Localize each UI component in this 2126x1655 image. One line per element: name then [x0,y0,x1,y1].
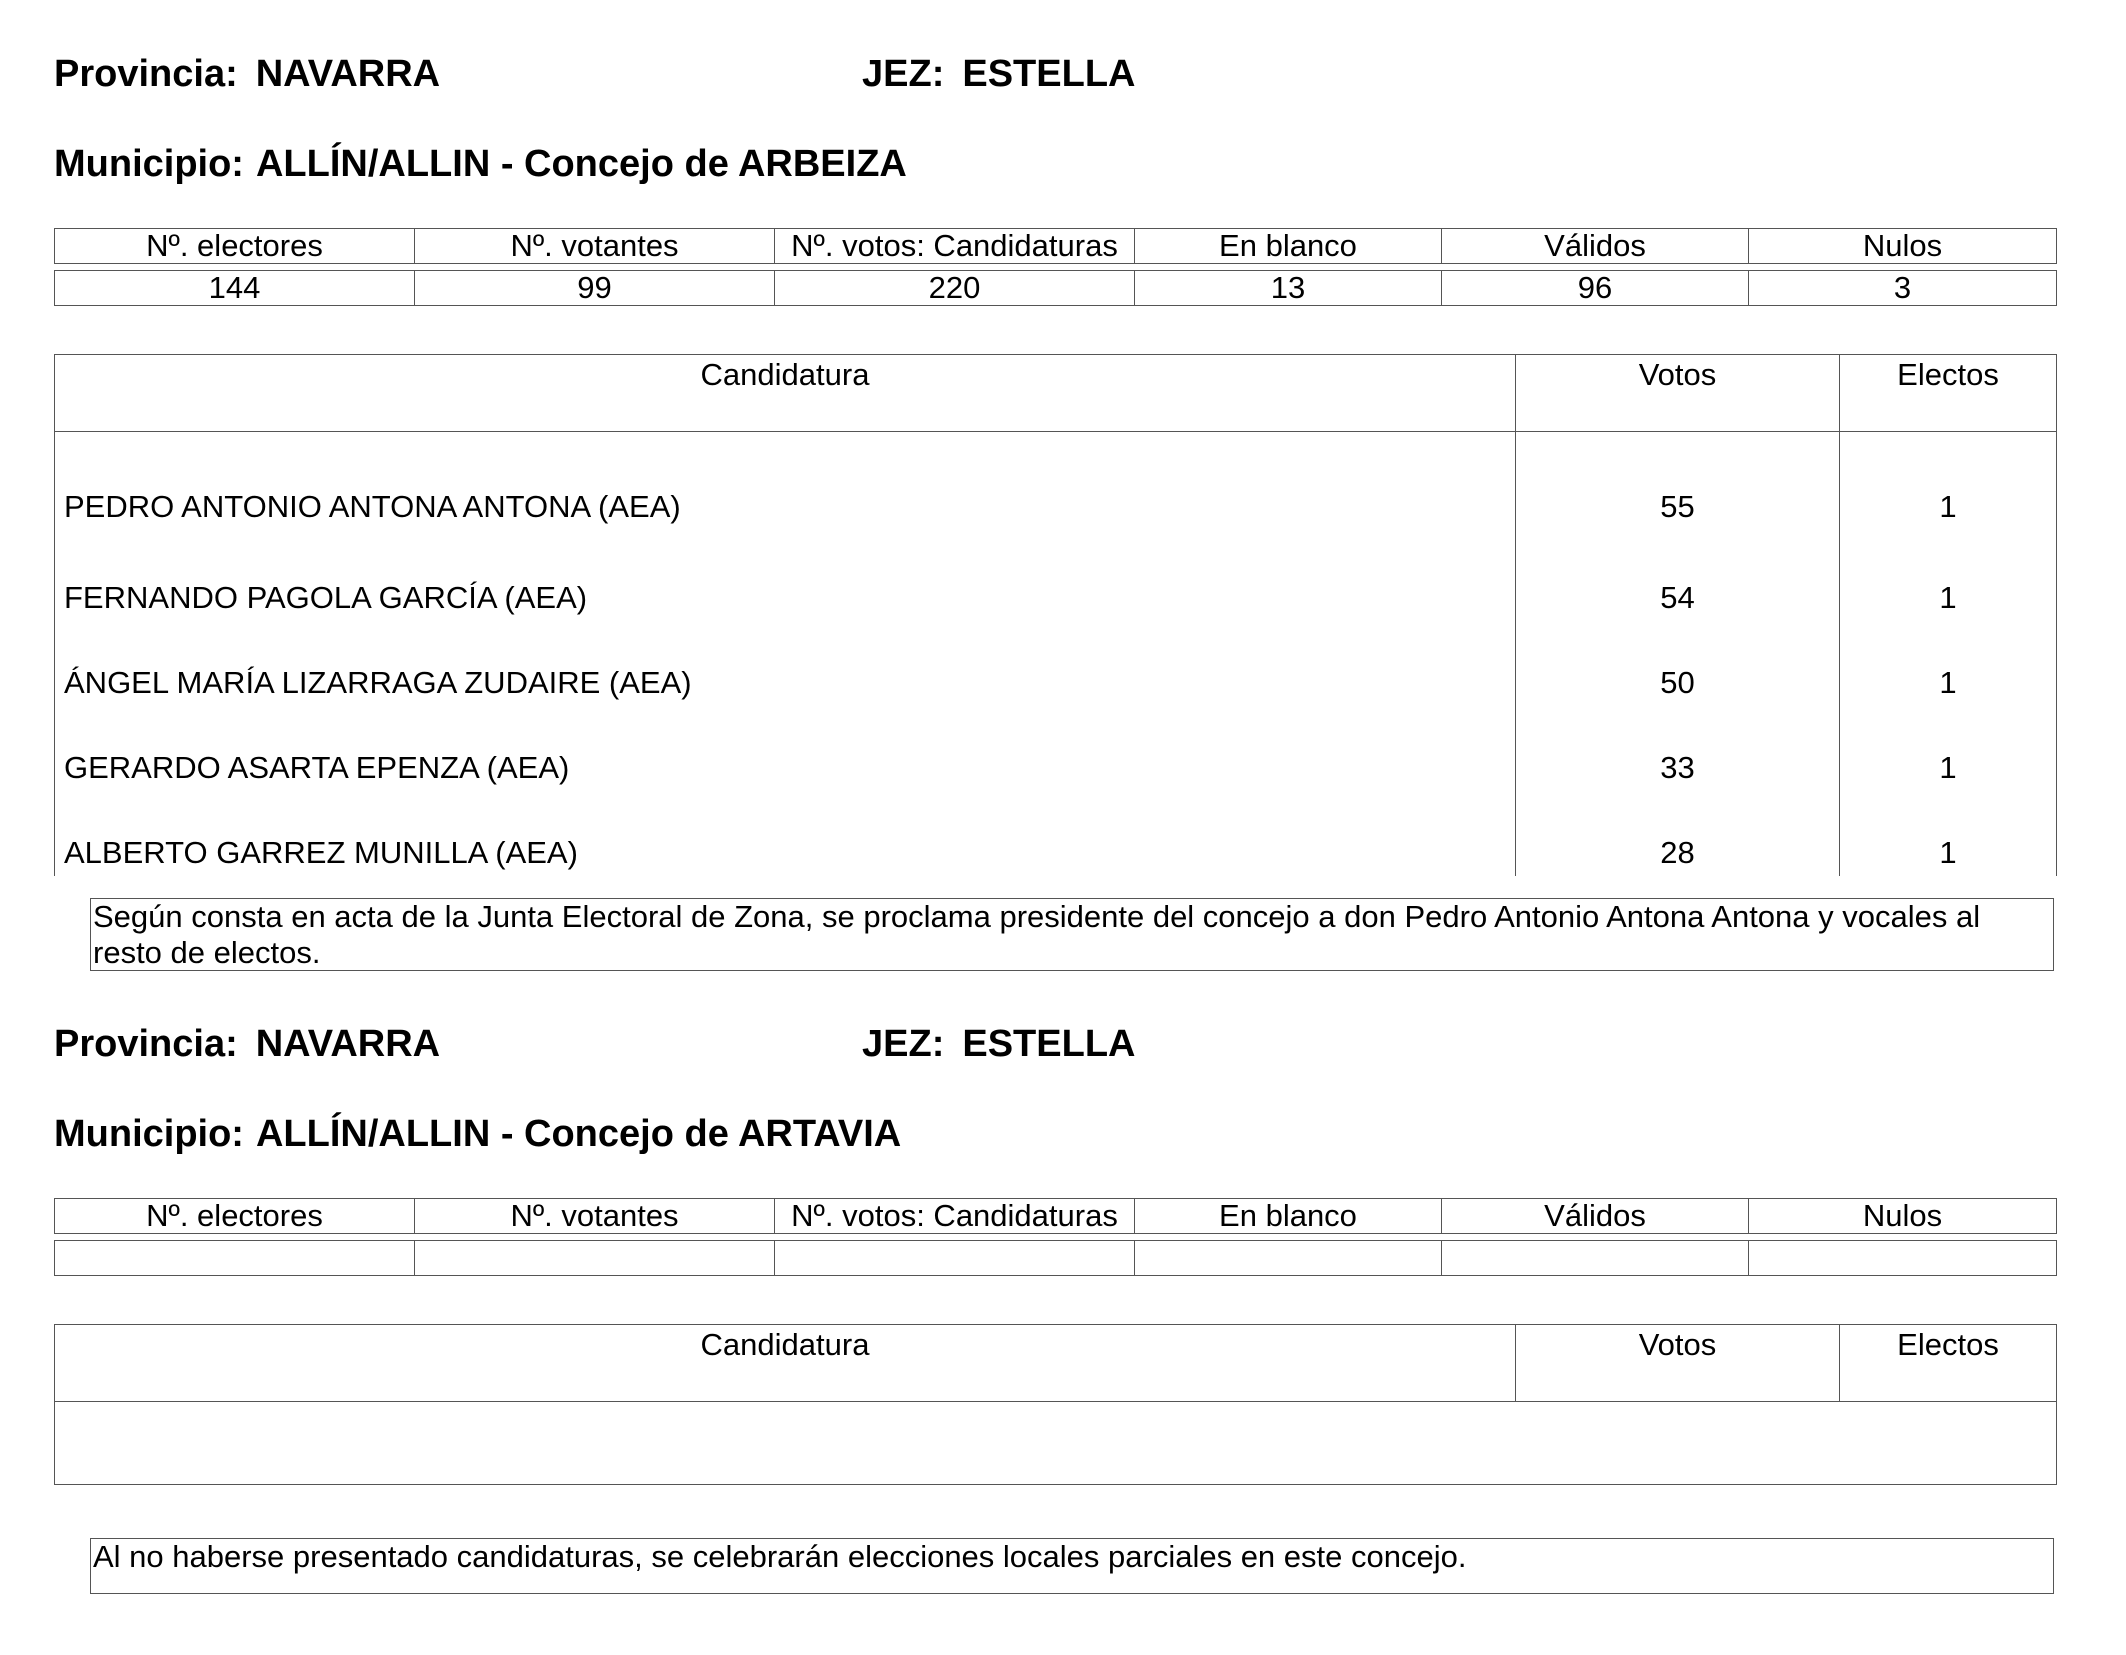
empty-row [55,1402,2057,1485]
stats-values-table [54,1240,2057,1276]
stats-header-table [54,1198,2057,1234]
cand-header-electos: Electos [1840,355,2057,432]
stats-validos: 96 [1442,271,1749,306]
municipio-label: Municipio: [54,1113,244,1155]
stats-header-en-blanco: En blanco [1135,1199,1442,1234]
municipio-value: ALLÍN/ALLIN - Concejo de ARTAVIA [255,1113,902,1155]
stats-header-electores: Nº. electores [55,1199,415,1234]
stats-votos-candidaturas: 220 [775,271,1135,306]
candidate-electos: 1 [1840,621,2057,706]
stats-header-votantes: Nº. votantes [415,1199,775,1234]
stats-en-blanco: 13 [1135,271,1442,306]
candidates-table [54,354,2057,876]
candidate-votos: 54 [1516,536,1840,621]
table-row [55,536,2057,621]
candidate-electos: 1 [1840,706,2057,791]
stats-header-votos-candidaturas: Nº. votos: Candidaturas [775,229,1135,264]
candidate-electos: 1 [1840,791,2057,876]
partial-elections-note: Al no haberse presentado candidaturas, se celebrarán elecciones locales parciales en este concejo. [90,1538,2054,1594]
jez-label: JEZ: [862,53,945,95]
cand-header-votos: Votos [1516,355,1840,432]
jez-header [862,1022,1135,1066]
cand-header-candidatura: Candidatura [55,1325,1516,1402]
stats-header-table [54,228,2057,264]
jez-value: ESTELLA [962,1023,1136,1065]
municipio-header [54,142,907,186]
candidate-name: PEDRO ANTONIO ANTONA ANTONA (AEA) [55,432,1516,537]
candidate-electos: 1 [1840,432,2057,537]
provincia-value: NAVARRA [255,1023,441,1065]
table-row [55,791,2057,876]
stats-header-votos-candidaturas: Nº. votos: Candidaturas [775,1199,1135,1234]
stats-nulos: 3 [1749,271,2057,306]
stats-header-validos: Válidos [1442,229,1749,264]
municipio-value: ALLÍN/ALLIN - Concejo de ARBEIZA [255,143,907,185]
stats-nulos [1749,1241,2057,1276]
municipio-header [54,1112,901,1156]
stats-votos-candidaturas [775,1241,1135,1276]
stats-en-blanco [1135,1241,1442,1276]
provincia-label: Provincia: [54,1023,238,1065]
candidate-votos: 55 [1516,432,1840,537]
candidate-votos: 28 [1516,791,1840,876]
jez-value: ESTELLA [962,53,1136,95]
jez-header [862,52,1135,96]
stats-electores [55,1241,415,1276]
candidate-name: ALBERTO GARREZ MUNILLA (AEA) [55,791,1516,876]
stats-values-table [54,270,2057,306]
provincia-header [54,52,440,96]
candidate-electos: 1 [1840,536,2057,621]
stats-header-electores: Nº. electores [55,229,415,264]
candidate-votos: 33 [1516,706,1840,791]
stats-header-en-blanco: En blanco [1135,229,1442,264]
jez-label: JEZ: [862,1023,945,1065]
municipio-label: Municipio: [54,143,244,185]
stats-header-nulos: Nulos [1749,1199,2057,1234]
candidates-table [54,1324,2057,1485]
stats-validos [1442,1241,1749,1276]
cand-header-electos: Electos [1840,1325,2057,1402]
stats-header-validos: Válidos [1442,1199,1749,1234]
table-row [55,706,2057,791]
stats-header-votantes: Nº. votantes [415,229,775,264]
table-row [55,621,2057,706]
stats-votantes: 99 [415,271,775,306]
candidate-name: FERNANDO PAGOLA GARCÍA (AEA) [55,536,1516,621]
stats-votantes [415,1241,775,1276]
provincia-value: NAVARRA [255,53,441,95]
candidate-votos: 50 [1516,621,1840,706]
stats-electores: 144 [55,271,415,306]
provincia-header [54,1022,440,1066]
candidate-name: ÁNGEL MARÍA LIZARRAGA ZUDAIRE (AEA) [55,621,1516,706]
candidate-name: GERARDO ASARTA EPENZA (AEA) [55,706,1516,791]
proclamation-note: Según consta en acta de la Junta Electoral de Zona, se proclama presidente del concejo a don Pedro Antonio Antona Antona y vocales al resto de electos. [90,898,2054,971]
cand-header-votos: Votos [1516,1325,1840,1402]
empty-cell [55,1402,2057,1485]
provincia-label: Provincia: [54,53,238,95]
cand-header-candidatura: Candidatura [55,355,1516,432]
table-row [55,432,2057,537]
stats-header-nulos: Nulos [1749,229,2057,264]
